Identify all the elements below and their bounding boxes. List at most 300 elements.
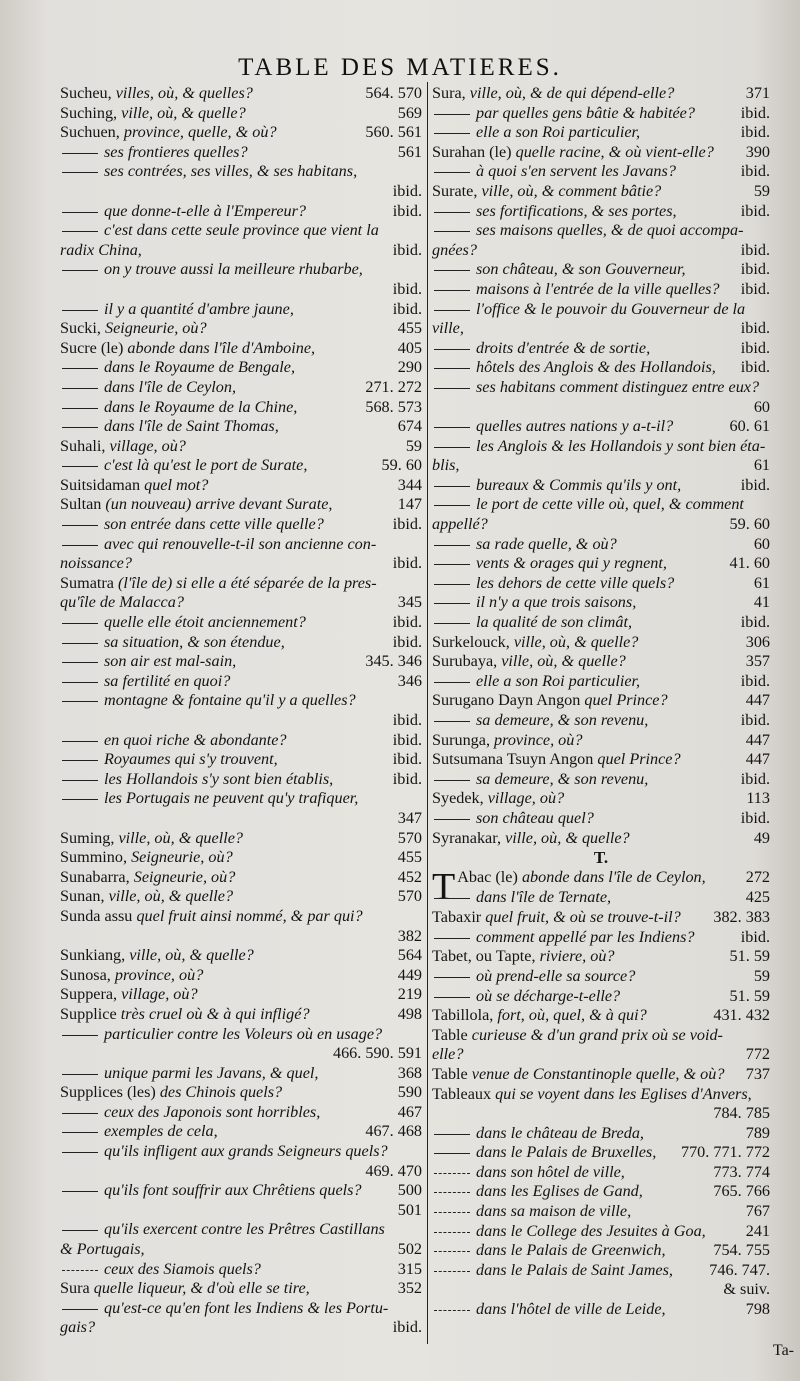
entry-pages: 449 <box>397 965 422 984</box>
index-subentry <box>60 1142 422 1162</box>
entry-pages: 272 <box>745 868 770 887</box>
entry-pages: 452 <box>397 867 422 886</box>
index-entry <box>60 907 422 927</box>
index-subentry <box>60 1025 422 1045</box>
index-subentry <box>432 711 770 731</box>
index-subentry <box>60 260 422 280</box>
index-subentry <box>432 1261 770 1281</box>
entry-desc: dans le College des Jesuites à Goa, <box>476 1221 706 1240</box>
entry-term: Tabet, ou Tapte, <box>432 947 540 966</box>
entry-desc: fort, où, quel, & à qui? <box>497 1006 647 1025</box>
entry-desc: quel Prince? <box>584 691 668 710</box>
catchword: Ta- <box>772 1342 794 1359</box>
entry-pages: 466. 590. 591 <box>332 1044 422 1063</box>
index-subentry <box>432 437 770 457</box>
entry-desc: c'est là qu'est le port de Surate, <box>104 456 308 475</box>
entry-desc: les Portugais ne peuvent qu'y trafiquer, <box>104 789 359 808</box>
index-subentry <box>60 691 422 711</box>
entry-pages: ibid. <box>392 201 422 220</box>
index-subentry <box>432 554 770 574</box>
index-subentry <box>60 456 422 476</box>
entry-pages: ibid. <box>740 260 770 279</box>
entry-desc: ses maisons quelles, & de quoi accompa- <box>476 221 744 240</box>
index-subentry <box>432 1300 770 1320</box>
index-subentry <box>432 378 770 398</box>
entry-pages: 61 <box>753 456 770 475</box>
entry-term: Surahan (le) <box>432 142 516 161</box>
entry-pages: 290 <box>397 358 422 377</box>
entry-term: Sura <box>60 1279 94 1298</box>
entry-desc: ses contrées, ses villes, & ses habitans, <box>104 162 358 181</box>
entry-pages: ibid. <box>740 319 770 338</box>
index-entry <box>60 476 422 496</box>
entry-desc: dans le château de Breda, <box>476 1123 644 1142</box>
entry-desc: (l'île de) si elle a été séparée de la pres- <box>118 573 377 592</box>
entry-pages: ibid. <box>392 711 422 729</box>
entry-pages: 425 <box>745 887 770 906</box>
entry-desc: quelle racine, & où vient-elle? <box>515 142 714 161</box>
index-subentry <box>432 495 770 515</box>
index-subentry <box>60 770 422 790</box>
entry-pages: 59. 60 <box>729 515 770 534</box>
entry-pages: ibid. <box>740 103 770 122</box>
entry-pages: 564. 570 <box>365 84 422 102</box>
index-subentry <box>60 1201 422 1221</box>
entry-pages: ibid. <box>392 299 422 318</box>
index-subentry <box>432 515 770 535</box>
index-subentry <box>60 652 422 672</box>
entry-pages: ibid. <box>392 240 422 259</box>
entry-pages: 41 <box>753 593 770 612</box>
index-subentry <box>60 927 422 947</box>
index-subentry <box>432 535 770 555</box>
entry-desc: particulier contre les Voleurs où en usage? <box>104 1024 383 1043</box>
index-subentry <box>60 143 422 163</box>
entry-pages: 51. 59 <box>729 947 770 966</box>
entry-desc: quelles autres nations y a-t-il? <box>476 417 674 436</box>
index-subentry <box>432 967 770 987</box>
entry-pages: 772 <box>745 1045 770 1064</box>
entry-desc: villes, où, & quelles? <box>115 84 253 102</box>
entry-pages: 447 <box>745 730 770 749</box>
index-subentry <box>60 241 422 261</box>
index-entry <box>60 1005 422 1025</box>
entry-desc: vents & orages qui y regnent, <box>476 554 667 573</box>
index-subentry <box>60 554 422 574</box>
index-subentry <box>432 104 770 124</box>
entry-pages: 60. 61 <box>729 417 770 436</box>
entry-desc: quel Prince? <box>597 750 681 769</box>
index-subentry <box>60 358 422 378</box>
index-subentry <box>432 1143 770 1163</box>
entry-desc: ville, où, & quelle? <box>505 828 630 847</box>
index-subentry <box>432 1222 770 1242</box>
index-entry <box>432 789 770 809</box>
entry-pages: 568. 573 <box>365 397 422 416</box>
entry-pages: 564 <box>397 946 422 965</box>
entry-desc: abonde dans l'île d'Amboine, <box>127 338 316 357</box>
index-entry <box>432 947 770 967</box>
index-subentry <box>60 378 422 398</box>
index-entry <box>60 123 422 143</box>
index-entry <box>432 633 770 653</box>
entry-desc: province, où? <box>494 730 583 749</box>
index-subentry <box>60 182 422 202</box>
column-divider <box>427 82 428 1344</box>
entry-desc: ville, où, & quelle? <box>108 887 234 906</box>
index-entry <box>60 495 422 515</box>
index-subentry <box>432 339 770 359</box>
index-subentry <box>60 750 422 770</box>
entry-desc: ville, où, & quelle? <box>501 652 626 671</box>
index-subentry <box>60 1260 422 1280</box>
entry-desc: quelle elle étoit anciennement? <box>104 613 306 632</box>
entry-desc: où prend-elle sa source? <box>476 966 636 985</box>
entry-desc: dans son hôtel de ville, <box>476 1162 625 1181</box>
entry-desc: dans le Palais de Greenwich, <box>476 1241 666 1260</box>
entry-desc: ville, où, & quelle? <box>118 828 243 847</box>
index-subentry <box>60 535 422 555</box>
entry-desc: il y a quantité d'ambre jaune, <box>104 299 294 318</box>
entry-term: Sunda assu <box>60 906 137 925</box>
entry-pages: 455 <box>397 319 422 338</box>
entry-pages: ibid. <box>392 554 422 573</box>
entry-desc: ses habitans comment distinguez entre eux? <box>476 377 760 396</box>
index-subentry <box>432 319 770 339</box>
entry-pages: 345 <box>397 593 422 612</box>
entry-desc: maisons à l'entrée de la ville quelles? <box>476 279 720 298</box>
entry-desc: Seigneurie, où? <box>133 867 236 886</box>
index-subentry <box>60 613 422 633</box>
index-entry <box>60 985 422 1005</box>
entry-desc: dans le Palais de Saint James, <box>476 1260 673 1279</box>
entry-desc: quel mot? <box>144 475 209 494</box>
index-subentry <box>60 672 422 692</box>
index-subentry <box>432 1241 770 1261</box>
index-subentry <box>60 633 422 653</box>
entry-desc: unique parmi les Javans, & quel, <box>104 1063 319 1082</box>
index-subentry <box>60 593 422 613</box>
entry-desc: elle a son Roi particulier, <box>476 123 641 142</box>
entry-desc: que donne-t-elle à l'Empereur? <box>104 201 306 220</box>
entry-term: Sumatra <box>60 573 118 592</box>
entry-term: Supplice <box>60 1004 121 1023</box>
index-entry <box>432 731 770 751</box>
entry-pages: 241 <box>745 1221 770 1240</box>
entry-desc: village, où? <box>487 789 565 808</box>
entry-desc: dans les Eglises de Gand, <box>476 1182 643 1201</box>
entry-desc: ses fortifications, & ses portes, <box>476 201 677 220</box>
entry-desc: dans l'île de Saint Thomas, <box>104 417 279 436</box>
entry-pages: 501 <box>397 1200 422 1219</box>
entry-pages: 345. 346 <box>365 652 422 671</box>
index-subentry <box>432 358 770 378</box>
entry-pages: 737 <box>745 1064 770 1083</box>
entry-term: Tableaux <box>432 1084 496 1103</box>
index-subentry <box>60 1220 422 1240</box>
index-subentry <box>60 515 422 535</box>
entry-term: Sura, <box>432 84 470 102</box>
index-subentry <box>432 456 770 476</box>
section-letter: T. <box>593 848 609 868</box>
index-subentry <box>432 574 770 594</box>
entry-desc: ceux des Siamois quels? <box>104 1259 261 1278</box>
entry-desc: Royaumes qui s'y trouvent, <box>104 750 278 769</box>
entry-desc: dans l'île de Ceylon, <box>104 377 237 396</box>
entry-desc: en quoi riche & abondante? <box>104 730 287 749</box>
entry-pages: 382 <box>397 926 422 945</box>
entry-pages: ibid. <box>740 123 770 142</box>
entry-term: Suhali, <box>60 436 110 455</box>
entry-pages: ibid. <box>392 632 422 651</box>
entry-term: Suppera, <box>60 985 122 1004</box>
entry-term: Syranakar, <box>432 828 506 847</box>
index-entry <box>60 84 422 104</box>
index-subentry <box>60 1064 422 1084</box>
entry-desc: hôtels des Anglois & des Hollandois, <box>476 358 716 377</box>
entry-term: Sunan, <box>60 887 109 906</box>
index-entry <box>60 437 422 457</box>
entry-desc: ville, où, & quelle? <box>513 632 639 651</box>
entry-term: Table <box>432 1025 472 1044</box>
entry-pages: 59 <box>405 436 422 455</box>
index-subentry <box>60 162 422 182</box>
index-subentry <box>432 1163 770 1183</box>
entry-pages: 469. 470 <box>365 1161 422 1180</box>
entry-term: Tabaxir <box>432 908 486 927</box>
entry-desc: gais? <box>60 1318 96 1337</box>
entry-desc: qu'île de Malacca? <box>60 593 184 612</box>
entry-desc: abonde dans l'île de Ceylon, <box>521 868 706 887</box>
entry-desc: sa rade quelle, & où? <box>476 534 617 553</box>
entry-desc: gnées? <box>432 240 477 259</box>
entry-desc: dans le Royaume de Bengale, <box>104 358 296 377</box>
index-subentry <box>60 280 422 300</box>
entry-pages: 346 <box>397 671 422 690</box>
index-entry <box>432 182 770 202</box>
page-title: TABLE DES MATIERES. <box>238 54 562 81</box>
entry-term: Surunga, <box>432 730 495 749</box>
entry-term: Surugano Dayn Angon <box>432 691 585 710</box>
entry-pages: ibid. <box>740 162 770 181</box>
entry-pages: ibid. <box>740 279 770 298</box>
index-subentry <box>432 1104 770 1124</box>
entry-term: Sucre (le) <box>60 338 128 357</box>
entry-pages: 784. 785 <box>713 1104 770 1123</box>
entry-desc: exemples de cela, <box>104 1122 218 1141</box>
entry-desc: très cruel où & à qui infligé? <box>120 1004 310 1023</box>
index-subentry <box>432 398 770 418</box>
entry-pages: 569 <box>397 103 422 122</box>
entry-desc: venue de Constantinople quelle, & où? <box>471 1064 725 1083</box>
entry-desc: ville, <box>432 319 464 338</box>
index-subentry <box>432 1045 770 1065</box>
entry-term: Sunosa, <box>60 965 115 984</box>
index-subentry <box>60 1044 422 1064</box>
entry-desc: sa situation, & son étendue, <box>104 632 285 651</box>
index-subentry <box>60 809 422 829</box>
entry-pages: 798 <box>745 1300 770 1319</box>
entry-desc: sa fertilité en quoi? <box>104 671 231 690</box>
entry-term: Sunkiang, <box>60 946 130 965</box>
entry-pages: 405 <box>397 338 422 357</box>
entry-pages: ibid. <box>740 475 770 494</box>
entry-pages: 59 <box>753 966 770 985</box>
entry-desc: par quelles gens bâtie & habitée? <box>476 103 695 122</box>
entry-pages: 60 <box>753 534 770 553</box>
entry-pages: 59. 60 <box>381 456 422 475</box>
entry-desc: les dehors de cette ville quels? <box>476 573 675 592</box>
entry-pages: ibid. <box>740 358 770 377</box>
entry-term: Sunabarra, <box>60 867 134 886</box>
entry-desc: ville, où, & quelle? <box>129 946 254 965</box>
entry-pages: 390 <box>745 142 770 161</box>
index-subentry <box>432 280 770 300</box>
entry-desc: l'office & le pouvoir du Gouverneur de la <box>476 299 746 318</box>
entry-term: Table <box>432 1064 472 1083</box>
entry-desc: ville, où, & de qui dépend-elle? <box>469 84 675 102</box>
entry-desc: quelle liqueur, & d'où elle se tire, <box>93 1279 310 1298</box>
index-subentry <box>60 1162 422 1182</box>
index-entry <box>432 1065 770 1085</box>
entry-term: Sucki, <box>60 319 105 338</box>
entry-pages: 61 <box>753 573 770 592</box>
entry-pages: 371 <box>745 84 770 102</box>
entry-desc: ville, où, & comment bâtie? <box>481 181 662 200</box>
index-entry <box>60 848 422 868</box>
entry-desc: quel fruit, & où se trouve-t-il? <box>485 908 681 927</box>
entry-pages: 219 <box>397 985 422 1004</box>
entry-desc: des Chinois quels? <box>159 1083 283 1102</box>
index-subentry <box>432 221 770 241</box>
index-entry <box>432 1085 770 1105</box>
index-subentry <box>432 613 770 633</box>
entry-pages: ibid. <box>740 927 770 946</box>
entry-term: Suchuen, <box>60 123 124 142</box>
entry-term: Syedek, <box>432 789 488 808</box>
entry-term: Supplices (les) <box>60 1083 160 1102</box>
entry-pages: & suiv. <box>723 1280 770 1299</box>
entry-desc: (un nouveau) arrive devant Surate, <box>105 495 333 514</box>
entry-desc: radix China, <box>60 240 142 259</box>
entry-pages: 560. 561 <box>365 123 422 142</box>
entry-pages: 431. 432 <box>713 1006 770 1025</box>
entry-pages: ibid. <box>740 201 770 220</box>
index-subentry <box>60 711 422 731</box>
index-entry <box>432 84 770 104</box>
entry-desc: ceux des Japonois sont horribles, <box>104 1102 321 1121</box>
entry-pages: 352 <box>397 1279 422 1298</box>
entry-pages: 315 <box>397 1259 422 1278</box>
index-entry <box>60 319 422 339</box>
entry-desc: Seigneurie, où? <box>131 848 233 867</box>
index-entry <box>432 691 770 711</box>
entry-desc: à quoi s'en servent les Javans? <box>476 162 676 181</box>
index-entry <box>432 868 770 908</box>
index-entry <box>60 887 422 907</box>
entry-desc: riviere, où? <box>539 947 615 966</box>
index-entry <box>60 104 422 124</box>
entry-desc: noissance? <box>60 554 132 573</box>
index-subentry <box>60 1181 422 1201</box>
entry-pages: ibid. <box>392 750 422 769</box>
entry-desc: qu'est-ce qu'en font les Indiens & les Portu- <box>104 1298 389 1317</box>
entry-pages: 754. 755 <box>713 1241 770 1260</box>
index-subentry <box>432 300 770 320</box>
entry-pages: 789 <box>745 1123 770 1142</box>
index-entry <box>432 829 770 849</box>
entry-pages: ibid. <box>740 671 770 690</box>
entry-desc: on y trouve aussi la meilleure rhubarbe, <box>104 260 363 279</box>
index-subentry <box>60 731 422 751</box>
entry-pages: 382. 383 <box>713 908 770 927</box>
entry-desc: il n'y a que trois saisons, <box>476 593 637 612</box>
entry-pages: ibid. <box>392 279 422 298</box>
entry-pages: 51. 59 <box>729 986 770 1005</box>
entry-desc: droits d'entrée & de sortie, <box>476 338 651 357</box>
right-column <box>432 84 770 1320</box>
entry-pages: 502 <box>397 1240 422 1259</box>
entry-desc: elle? <box>432 1045 464 1064</box>
entry-line <box>432 868 770 888</box>
entry-term: Abac (le) <box>457 868 522 887</box>
index-entry <box>432 750 770 770</box>
entry-pages: 306 <box>745 632 770 651</box>
entry-desc: qu'ils font souffrir aux Chrêtiens quels? <box>104 1181 362 1200</box>
entry-term: Sucheu, <box>60 84 116 102</box>
entry-pages: ibid. <box>740 808 770 827</box>
entry-desc: son château, & son Gouverneur, <box>476 260 686 279</box>
entry-pages: ibid. <box>740 769 770 788</box>
entry-pages: 590 <box>397 1083 422 1102</box>
entry-pages: 467 <box>397 1102 422 1121</box>
entry-pages: 500 <box>397 1181 422 1200</box>
index-entry <box>432 1006 770 1026</box>
index-subentry <box>60 1122 422 1142</box>
entry-pages: ibid. <box>740 711 770 729</box>
entry-pages: 447 <box>745 750 770 769</box>
index-subentry <box>60 1299 422 1319</box>
index-entry <box>60 946 422 966</box>
entry-pages: ibid. <box>740 338 770 357</box>
entry-pages: 147 <box>397 495 422 514</box>
index-subentry <box>432 809 770 829</box>
index-subentry <box>60 1240 422 1260</box>
entry-desc: ville, où, & quelle? <box>121 103 246 122</box>
entry-term: Tabillola, <box>432 1006 498 1025</box>
index-subentry <box>60 202 422 222</box>
entry-term: Sultan <box>60 495 106 514</box>
entry-desc: curieuse & d'un grand prix où se void- <box>471 1025 723 1044</box>
index-subentry <box>432 241 770 261</box>
index-subentry <box>432 672 770 692</box>
entry-desc: montagne & fontaine qu'il y a quelles? <box>104 691 356 710</box>
entry-desc: & Portugais, <box>60 1240 145 1259</box>
entry-desc: qu'ils infligent aux grands Seigneurs quels? <box>104 1142 388 1161</box>
index-entry <box>432 652 770 672</box>
entry-desc: dans l'île de Ternate, <box>476 887 612 906</box>
entry-pages: 674 <box>397 417 422 436</box>
entry-line <box>432 888 770 908</box>
index-subentry <box>60 398 422 418</box>
entry-pages: ibid. <box>740 613 770 632</box>
index-entry <box>60 829 422 849</box>
index-subentry <box>60 300 422 320</box>
entry-term: Sutsumana Tsuyn Angon <box>432 750 598 769</box>
entry-pages: 41. 60 <box>729 554 770 573</box>
entry-pages: 447 <box>745 691 770 710</box>
entry-pages: 455 <box>397 848 422 867</box>
